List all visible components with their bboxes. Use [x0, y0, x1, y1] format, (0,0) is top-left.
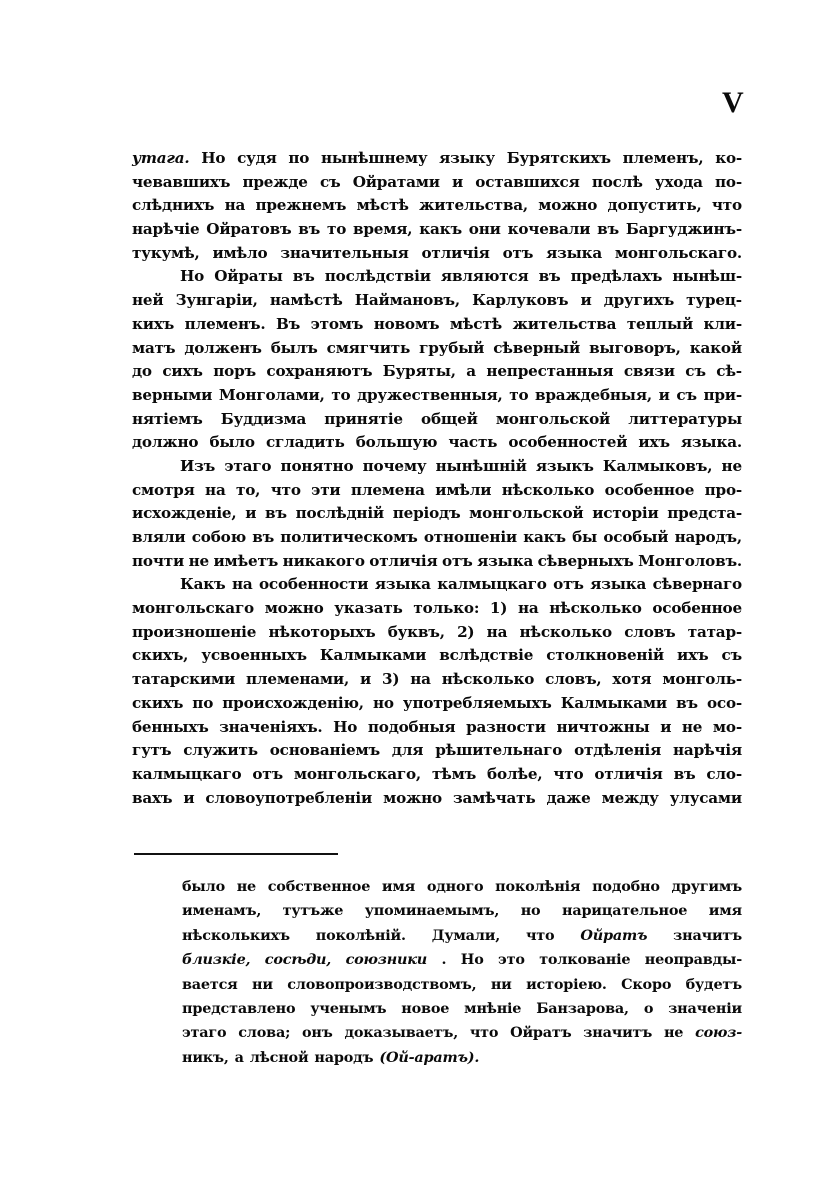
- footnote: [182, 875, 742, 1070]
- text-line: ней Зунгаріи, намѣстѣ Наймановъ, Карлуковъ и другихъ турец-: [132, 291, 742, 310]
- text-line: Изъ этаго понятно почему нынѣшній языкъ Калмыковъ, не: [180, 456, 742, 475]
- footnote-line: именамъ, тутъже упоминаемымъ, но нарицательное имя: [182, 902, 742, 920]
- text-line: смотря на то, что эти племена имѣли нѣсколько особенное про-: [132, 480, 742, 499]
- text-line: калмыцкаго отъ монгольскаго, тѣмъ болѣе, что отличія въ сло-: [132, 764, 742, 783]
- text-line: утага. Но судя по нынѣшнему языку Бурятскихъ племенъ, ко-: [132, 149, 742, 167]
- text-line: бенныхъ значеніяхъ. Но подобныя разности ничтожны и не мо-: [132, 717, 742, 736]
- text-line: вляли собою въ политическомъ отношеніи какъ бы особый народъ,: [132, 528, 742, 546]
- text-line: чевавшихъ прежде съ Ойратами и оставшихся послѣ ухода по-: [132, 172, 742, 191]
- text-line: почти не имѣетъ никакого отличія отъ языка сѣверныхъ Монголовъ.: [132, 551, 742, 570]
- text-line: монгольскаго можно указать только: 1) на нѣсколько особенное: [132, 599, 742, 618]
- text-line: тукумѣ, имѣло значительныя отличія отъ языка монгольскаго.: [132, 243, 742, 262]
- text-line: скихъ по происхожденію, но употребляемыхъ Калмыками въ осо-: [132, 693, 742, 712]
- footnote-line: близкіе, сосѣди, союзники . Но это толкованіе неоправды-: [182, 951, 742, 969]
- footnote-line: этаго слова; онъ доказываетъ, что Ойратъ значитъ не союз-: [182, 1024, 742, 1042]
- text-line: нарѣчіе Ойратовъ въ то время, какъ они кочевали въ Баргуджинъ-: [132, 220, 742, 239]
- footnote-line: вается ни словопроизводствомъ, ни исторіею. Скоро будетъ: [182, 975, 742, 993]
- text-line: до сихъ поръ сохраняютъ Буряты, а непрестанныя связи съ сѣ-: [132, 362, 742, 381]
- main-text: [132, 147, 742, 810]
- footnote-divider: [134, 853, 338, 855]
- footnote-line: представлено ученымъ новое мнѣніе Банзарова, о значеніи: [182, 999, 742, 1017]
- text-line: слѣднихъ на прежнемъ мѣстѣ жительства, можно допустить, что: [132, 196, 742, 215]
- text-line: верными Монголами, то дружественныя, то враждебныя, и съ при-: [132, 385, 742, 404]
- text-line: Но Ойраты въ послѣдствіи являются въ предѣлахъ нынѣш-: [180, 267, 742, 286]
- text-line: татарскими племенами, и 3) на нѣсколько словъ, хотя монголь-: [132, 670, 742, 689]
- text-line: нятіемъ Буддизма принятіе общей монгольской литтературы: [132, 409, 742, 428]
- text-line: скихъ, усвоенныхъ Калмыками вслѣдствіе столкновеній ихъ съ: [132, 646, 742, 665]
- text-line: должно было сгладить большую часть особенностей ихъ языка.: [132, 433, 742, 452]
- page-number: V: [722, 86, 744, 119]
- text-line: матъ долженъ былъ смягчить грубый сѣверный выговоръ, какой: [132, 338, 742, 357]
- text-line: вахъ и словоупотребленіи можно замѣчать даже между улусами: [132, 788, 742, 807]
- footnote-line: было не собственное имя одного поколѣнія подобно другимъ: [182, 878, 742, 895]
- text-line: исхожденіе, и въ послѣдній періодъ монгольской исторіи предста-: [132, 504, 742, 523]
- text-line: кихъ племенъ. Въ этомъ новомъ мѣстѣ жительства теплый кли-: [132, 314, 742, 333]
- text-line: Какъ на особенности языка калмыцкаго отъ языка сѣвернаго: [180, 575, 742, 594]
- text-line: гутъ служить основаніемъ для рѣшительнаго отдѣленія нарѣчія: [132, 741, 742, 760]
- text-line: произношеніе нѣкоторыхъ буквъ, 2) на нѣсколько словъ татар-: [132, 622, 742, 641]
- footnote-line: никъ, а лѣсной народъ (Ой-аратъ).: [182, 1048, 480, 1066]
- footnote-line: нѣсколькихъ поколѣній. Думали, что Ойратъ значитъ: [182, 926, 742, 944]
